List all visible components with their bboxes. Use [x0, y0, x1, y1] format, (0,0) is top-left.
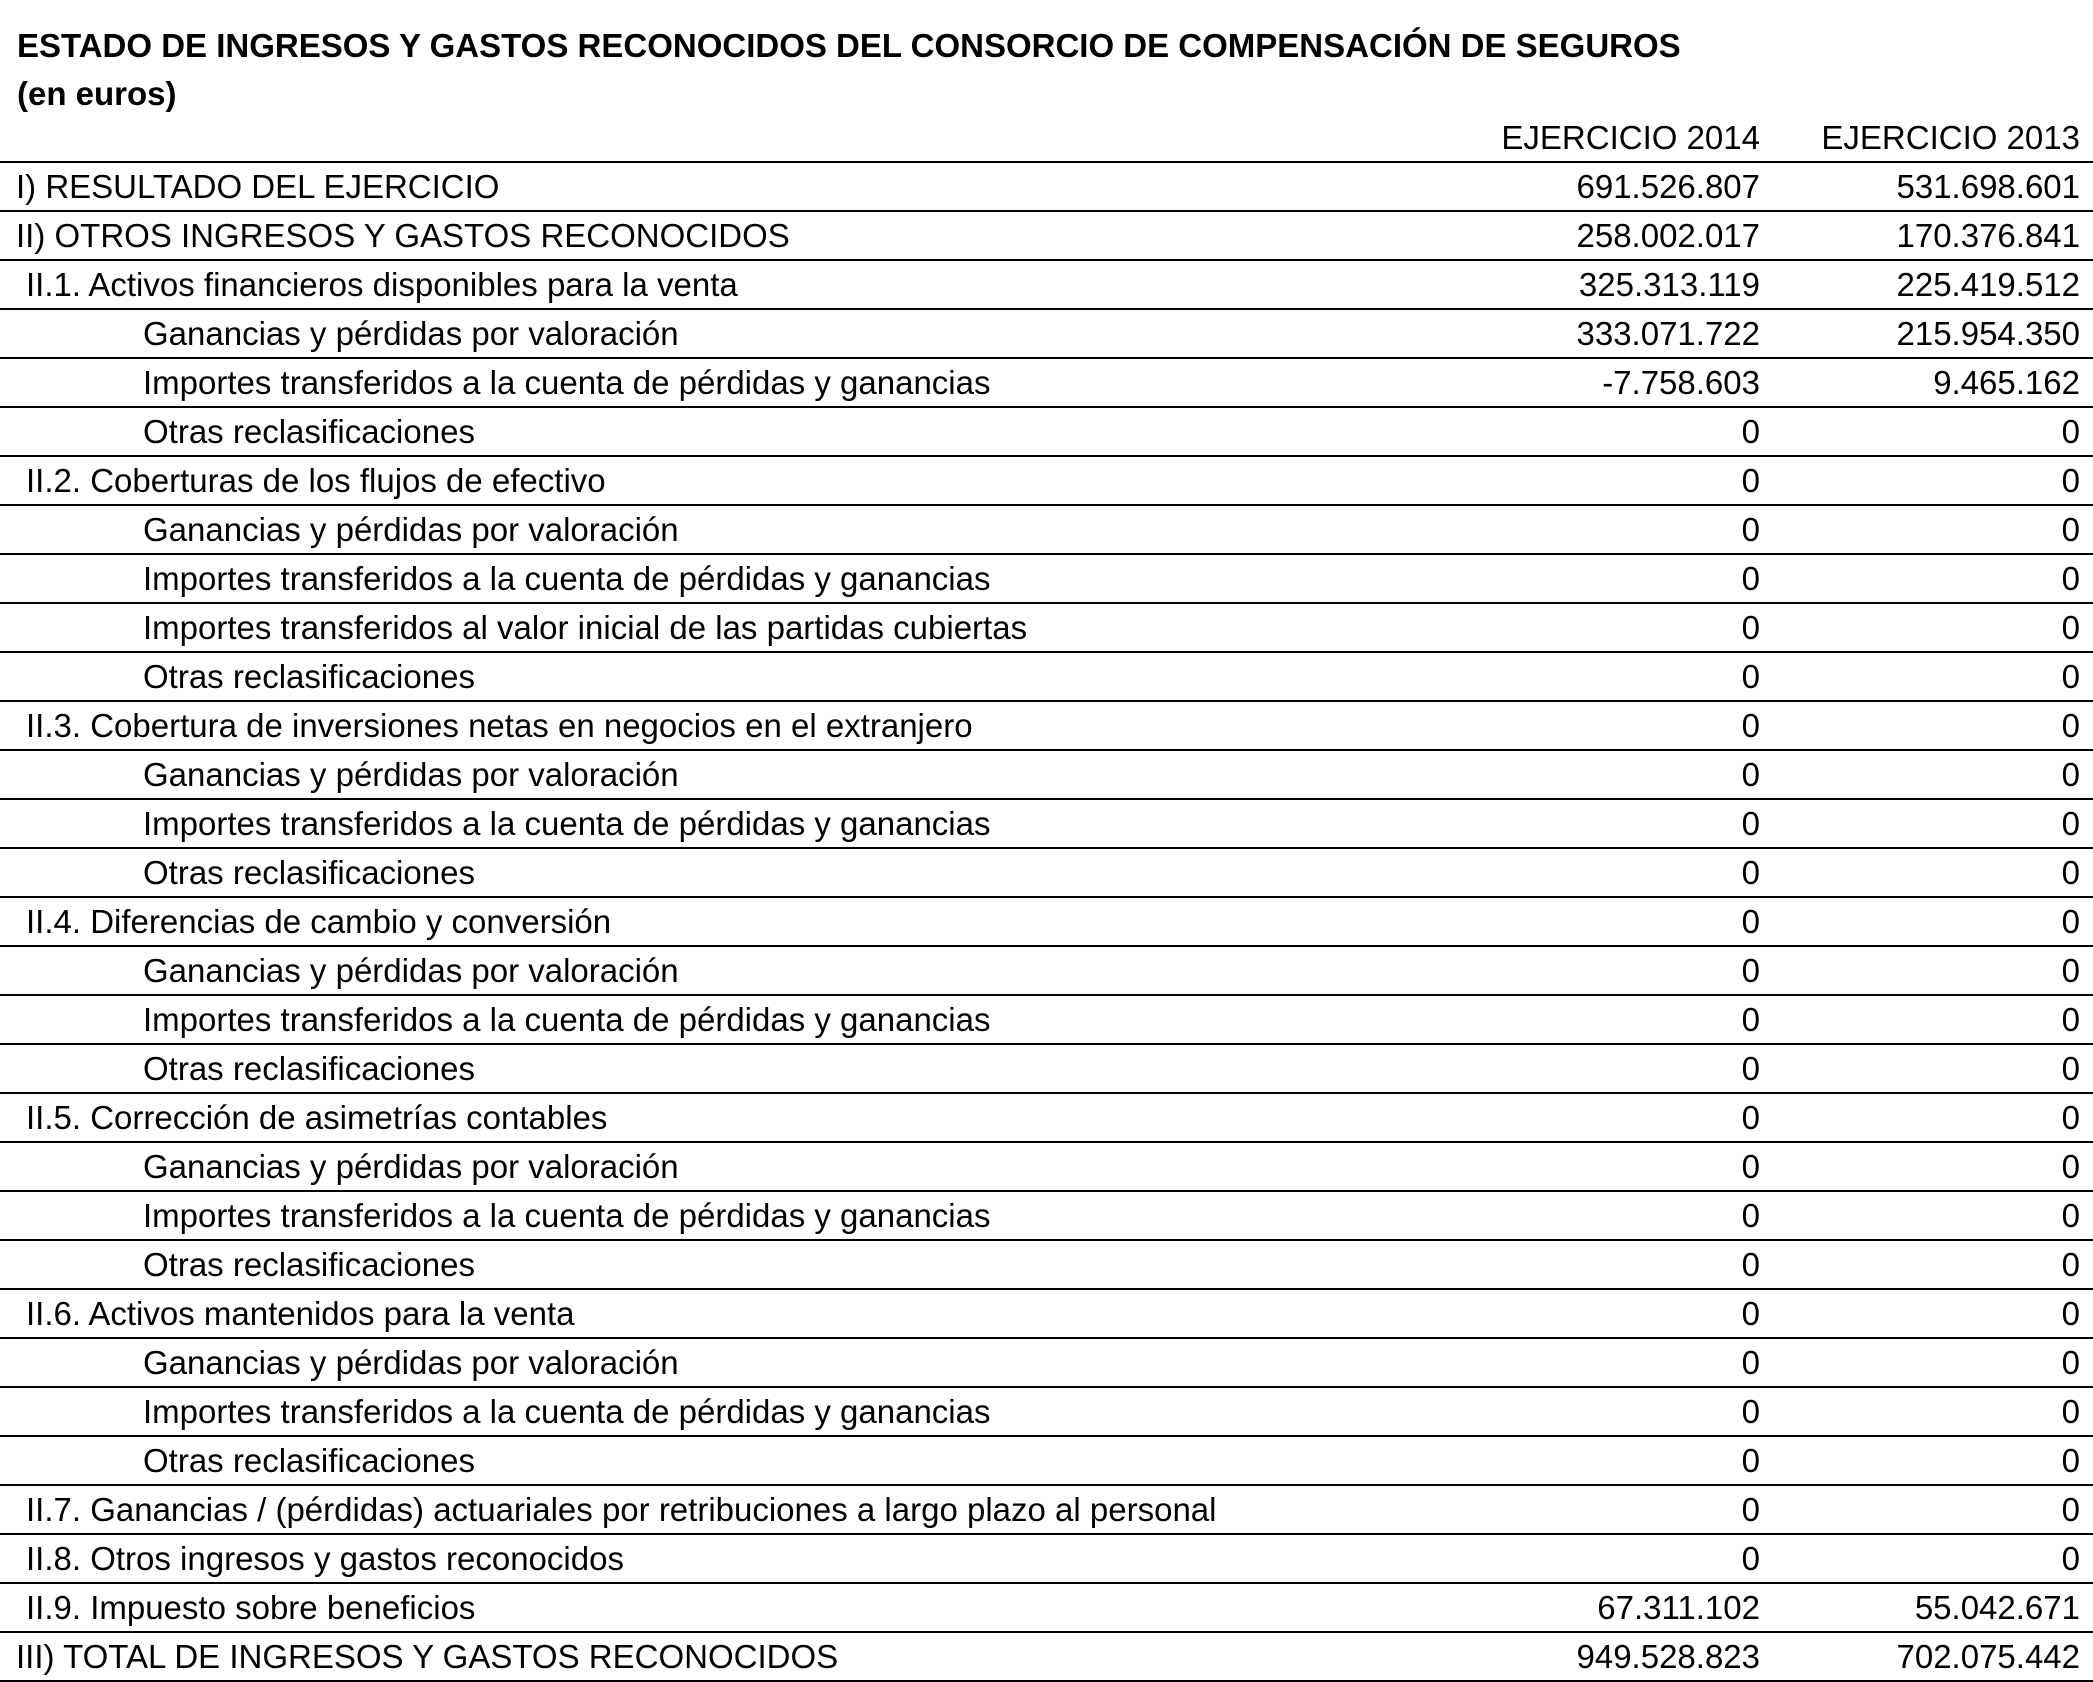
value-2014: 949.528.823	[1576, 1638, 1760, 1675]
table-row	[0, 1584, 2093, 1633]
table-row	[0, 1241, 2093, 1290]
row-label: Ganancias y pérdidas por valoración	[143, 1148, 679, 1185]
value-2014: 0	[1741, 1442, 1760, 1479]
table-row	[0, 359, 2093, 408]
statement-title: ESTADO DE INGRESOS Y GASTOS RECONOCIDOS DEL CONSORCIO DE COMPENSACIÓN DE SEGUROS	[17, 27, 1681, 64]
value-2013: 531.698.601	[1896, 168, 2080, 205]
value-2014: -7.758.603	[1602, 364, 1760, 401]
row-label: II.7. Ganancias / (pérdidas) actuariales por retribuciones a largo plazo al personal	[26, 1491, 1217, 1528]
value-2013: 9.465.162	[1933, 364, 2080, 401]
row-label: II.6. Activos mantenidos para la venta	[26, 1295, 575, 1332]
value-2013: 0	[2061, 903, 2080, 940]
row-label: Importes transferidos a la cuenta de pérdidas y ganancias	[143, 1001, 991, 1038]
table-row	[0, 1094, 2093, 1143]
table-row	[0, 1388, 2093, 1437]
table-row	[0, 898, 2093, 947]
value-2013: 0	[2061, 756, 2080, 793]
value-2014: 0	[1741, 462, 1760, 499]
row-label: Otras reclasificaciones	[143, 1050, 475, 1087]
row-label: Importes transferidos a la cuenta de pérdidas y ganancias	[143, 805, 991, 842]
row-label: Otras reclasificaciones	[143, 413, 475, 450]
value-2013: 0	[2061, 511, 2080, 548]
value-2013: 0	[2061, 413, 2080, 450]
table-row	[0, 506, 2093, 555]
row-label: Otras reclasificaciones	[143, 1246, 475, 1283]
value-2013: 0	[2061, 1197, 2080, 1234]
table-row	[0, 163, 2093, 212]
value-2013: 0	[2061, 854, 2080, 891]
value-2014: 0	[1741, 707, 1760, 744]
statement-subtitle: (en euros)	[17, 75, 177, 112]
row-label: Importes transferidos a la cuenta de pérdidas y ganancias	[143, 1197, 991, 1234]
value-2014: 333.071.722	[1576, 315, 1760, 352]
table-row	[0, 947, 2093, 996]
column-header-2013: EJERCICIO 2013	[1821, 119, 2080, 156]
value-2013: 225.419.512	[1896, 266, 2080, 303]
value-2013: 0	[2061, 462, 2080, 499]
table-row	[0, 1143, 2093, 1192]
value-2014: 0	[1741, 952, 1760, 989]
row-label: II) OTROS INGRESOS Y GASTOS RECONOCIDOS	[16, 217, 790, 254]
column-headers	[0, 115, 2093, 160]
value-2014: 67.311.102	[1597, 1589, 1760, 1626]
row-label: Ganancias y pérdidas por valoración	[143, 511, 679, 548]
table-row	[0, 653, 2093, 702]
value-2014: 0	[1741, 413, 1760, 450]
value-2013: 702.075.442	[1896, 1638, 2080, 1675]
table-row	[0, 310, 2093, 359]
value-2013: 0	[2061, 1393, 2080, 1430]
row-label: II.4. Diferencias de cambio y conversión	[26, 903, 612, 940]
value-2014: 258.002.017	[1576, 217, 1760, 254]
table-row	[0, 1437, 2093, 1486]
value-2014: 0	[1741, 1295, 1760, 1332]
value-2013: 0	[2061, 1491, 2080, 1528]
row-label: Otras reclasificaciones	[143, 658, 475, 695]
row-label: Ganancias y pérdidas por valoración	[143, 315, 679, 352]
row-label: II.5. Corrección de asimetrías contables	[26, 1099, 608, 1136]
value-2013: 0	[2061, 658, 2080, 695]
value-2014: 0	[1741, 1148, 1760, 1185]
row-label: Importes transferidos al valor inicial de las partidas cubiertas	[143, 609, 1028, 646]
row-label: II.8. Otros ingresos y gastos reconocidos	[26, 1540, 624, 1577]
value-2013: 55.042.671	[1914, 1589, 2080, 1626]
value-2014: 0	[1741, 658, 1760, 695]
value-2013: 0	[2061, 707, 2080, 744]
row-label: Ganancias y pérdidas por valoración	[143, 756, 679, 793]
value-2013: 0	[2061, 1540, 2080, 1577]
table-row	[0, 212, 2093, 261]
value-2013: 0	[2061, 609, 2080, 646]
table-row	[0, 1535, 2093, 1584]
row-label: Importes transferidos a la cuenta de pérdidas y ganancias	[143, 560, 991, 597]
row-label: II.3. Cobertura de inversiones netas en negocios en el extranjero	[26, 707, 973, 744]
table-row	[0, 1192, 2093, 1241]
value-2014: 325.313.119	[1578, 266, 1760, 303]
value-2013: 0	[2061, 1442, 2080, 1479]
value-2013: 0	[2061, 1099, 2080, 1136]
value-2013: 170.376.841	[1896, 217, 2080, 254]
value-2013: 0	[2061, 560, 2080, 597]
value-2014: 0	[1741, 903, 1760, 940]
column-header-2014: EJERCICIO 2014	[1501, 119, 1760, 156]
table-row	[0, 1045, 2093, 1094]
row-label: Ganancias y pérdidas por valoración	[143, 1344, 679, 1381]
table-row	[0, 1486, 2093, 1535]
table-row	[0, 604, 2093, 653]
value-2014: 0	[1741, 1540, 1760, 1577]
table-row	[0, 1290, 2093, 1339]
value-2013: 0	[2061, 1148, 2080, 1185]
table-row	[0, 751, 2093, 800]
row-label: Importes transferidos a la cuenta de pérdidas y ganancias	[143, 364, 991, 401]
table-row	[0, 702, 2093, 751]
value-2014: 0	[1741, 511, 1760, 548]
value-2013: 0	[2061, 1001, 2080, 1038]
value-2014: 0	[1741, 1197, 1760, 1234]
value-2014: 0	[1741, 609, 1760, 646]
row-label: III) TOTAL DE INGRESOS Y GASTOS RECONOCIDOS	[16, 1638, 839, 1675]
row-label: Otras reclasificaciones	[143, 854, 475, 891]
value-2013: 0	[2061, 1050, 2080, 1087]
value-2014: 0	[1741, 1393, 1760, 1430]
statement-table	[0, 161, 2093, 1682]
row-label: I) RESULTADO DEL EJERCICIO	[16, 168, 500, 205]
value-2014: 0	[1741, 1246, 1760, 1283]
value-2014: 0	[1741, 1001, 1760, 1038]
value-2013: 0	[2061, 805, 2080, 842]
row-label: II.9. Impuesto sobre beneficios	[26, 1589, 476, 1626]
row-label: Importes transferidos a la cuenta de pérdidas y ganancias	[143, 1393, 991, 1430]
table-row	[0, 1633, 2093, 1682]
table-row	[0, 1339, 2093, 1388]
value-2013: 0	[2061, 1246, 2080, 1283]
value-2014: 0	[1741, 1344, 1760, 1381]
row-label: Otras reclasificaciones	[143, 1442, 475, 1479]
table-row	[0, 555, 2093, 604]
row-label: II.1. Activos financieros disponibles para la venta	[26, 266, 738, 303]
row-label: II.2. Coberturas de los flujos de efectivo	[26, 462, 606, 499]
row-label: Ganancias y pérdidas por valoración	[143, 952, 679, 989]
value-2013: 0	[2061, 1344, 2080, 1381]
value-2014: 0	[1741, 1491, 1760, 1528]
value-2013: 215.954.350	[1896, 315, 2080, 352]
value-2014: 0	[1741, 1099, 1760, 1136]
value-2014: 0	[1741, 560, 1760, 597]
table-row	[0, 457, 2093, 506]
value-2014: 0	[1741, 756, 1760, 793]
value-2014: 0	[1741, 1050, 1760, 1087]
value-2013: 0	[2061, 1295, 2080, 1332]
table-row	[0, 261, 2093, 310]
table-row	[0, 996, 2093, 1045]
value-2014: 0	[1741, 805, 1760, 842]
table-row	[0, 849, 2093, 898]
table-row	[0, 800, 2093, 849]
table-row	[0, 408, 2093, 457]
value-2014: 691.526.807	[1576, 168, 1760, 205]
value-2013: 0	[2061, 952, 2080, 989]
value-2014: 0	[1741, 854, 1760, 891]
